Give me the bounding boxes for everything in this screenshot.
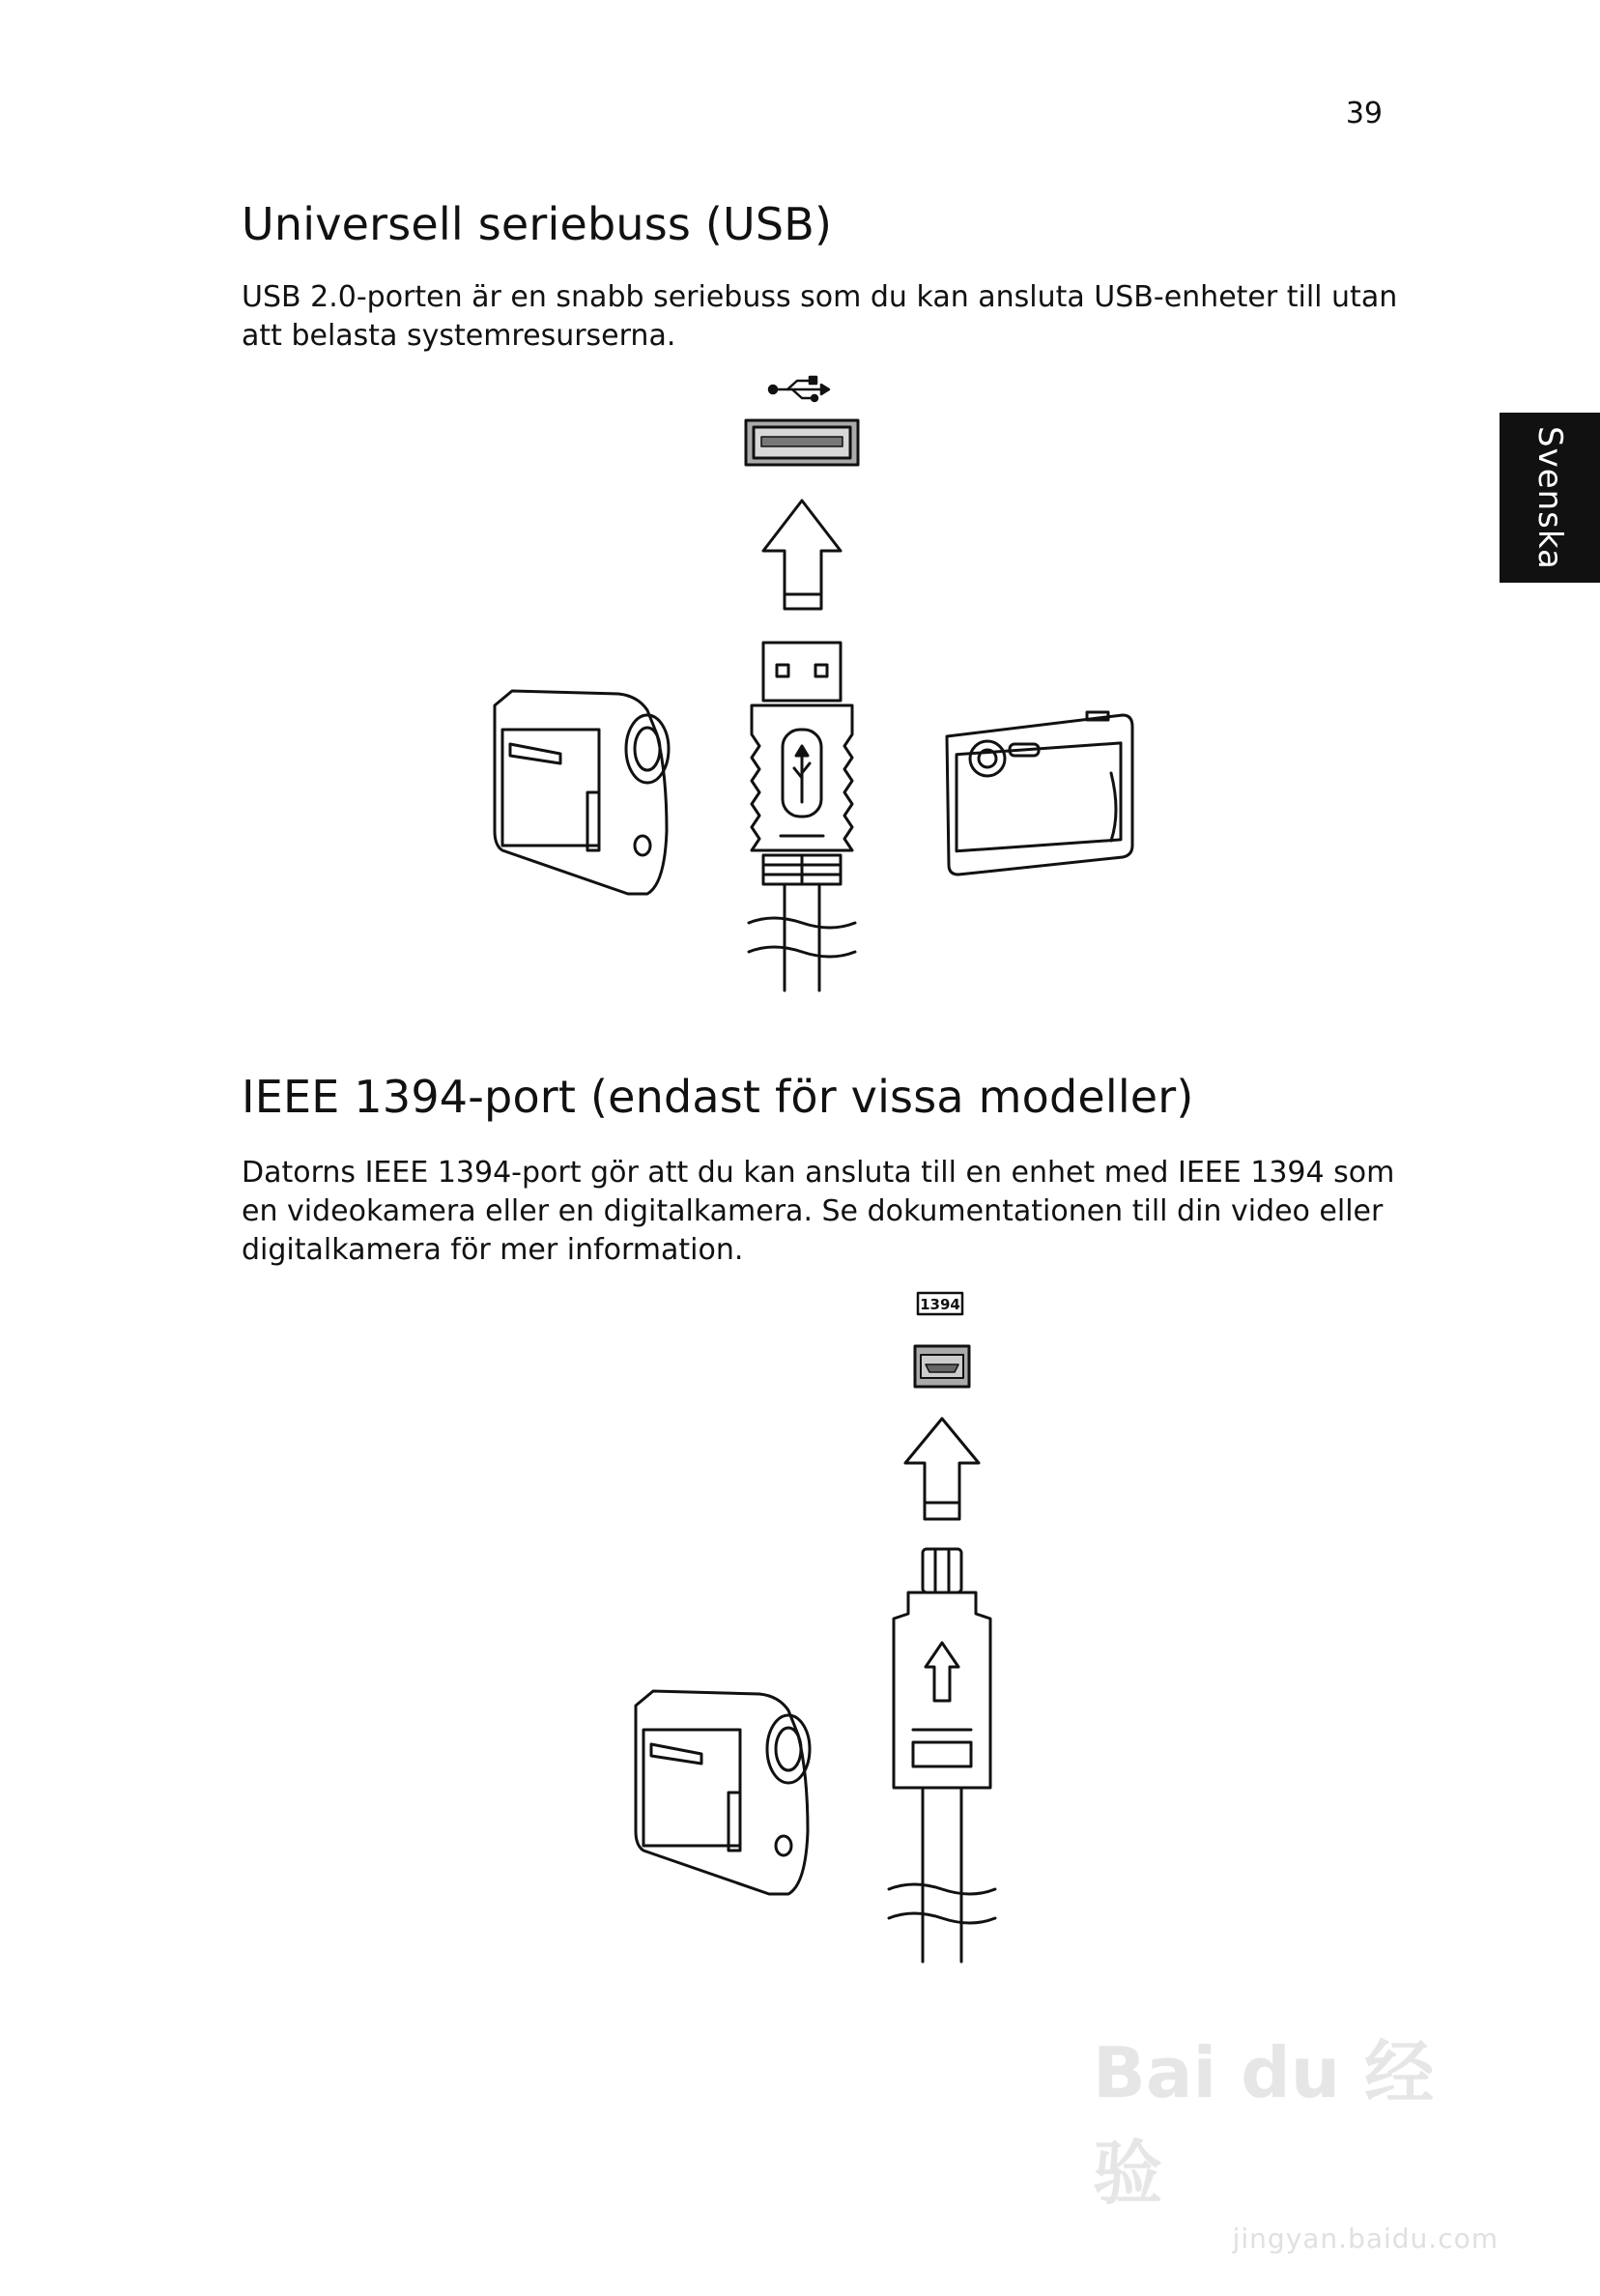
watermark-url: jingyan.baidu.com (1232, 2223, 1499, 2254)
ieee-paragraph: Datorns IEEE 1394-port gör att du kan ansluta till en enhet med IEEE 1394 som en videokamera eller en digitalkamera. Se dokumentationen till din video eller digitalkamera för mer information. (242, 1156, 1395, 1267)
ieee1394-plug-icon (889, 1549, 995, 1962)
ieee1394-port-icon (915, 1346, 969, 1387)
watermark-logo-text: Bai du 经验 (1093, 2032, 1435, 2214)
ieee1394-camcorder-icon (636, 1691, 810, 1894)
ieee1394-label: 1394 (920, 1296, 960, 1313)
usb-paragraph: USB 2.0-porten är en snabb seriebuss som du kan ansluta USB-enheter till utan att belasta systemresurserna. (242, 280, 1398, 353)
page-number: 39 (1345, 97, 1383, 130)
usb-heading: Universell seriebuss (USB) (242, 198, 833, 250)
ieee1394-label-icon (918, 1293, 962, 1314)
watermark-logo (1093, 2032, 1460, 2218)
ieee-heading: IEEE 1394-port (endast för vissa modeller) (242, 1071, 1194, 1123)
plug-arrow-icon (926, 1643, 958, 1701)
language-tab-label: Svenska (1530, 425, 1569, 570)
